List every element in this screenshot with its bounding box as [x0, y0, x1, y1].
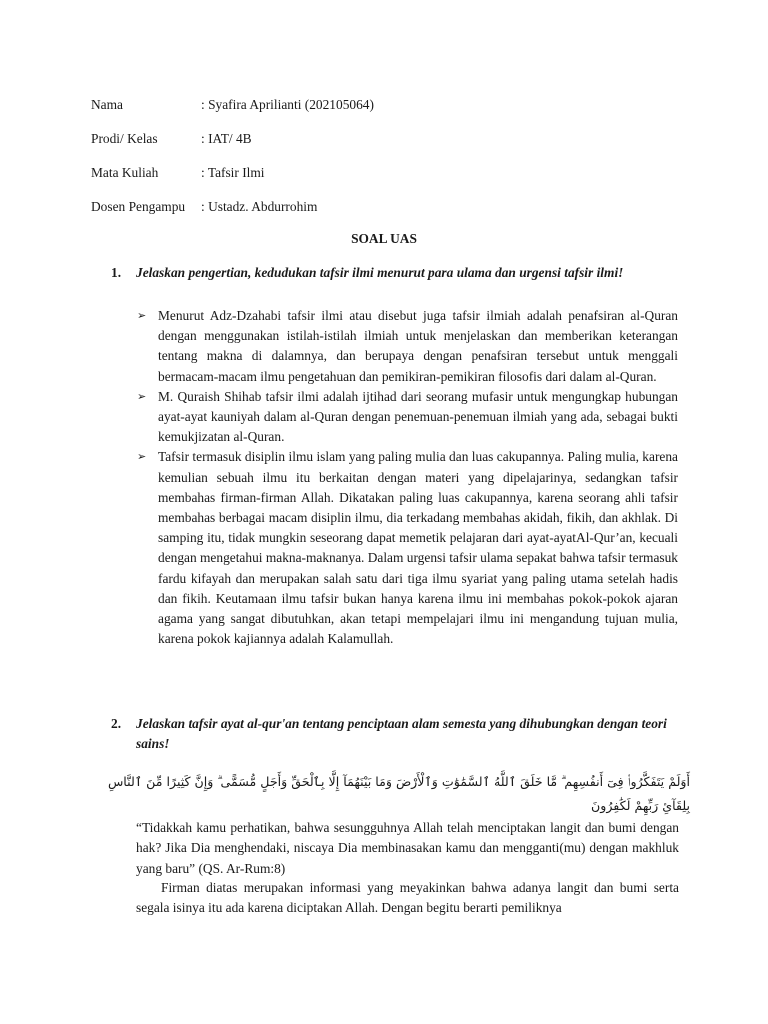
info-row-mata-kuliah: [91, 164, 691, 198]
answer-text: Menurut Adz-Dzahabi tafsir ilmi atau disebut juga tafsir ilmiah adalah penafsiran al-Quran dengan menggunakan istilah-istilah ilmiah untuk menjelaskan dan memberikan keterangan tentang makna di dalamnya, dan berupaya dengan penafsiran tersebut untuk menggali bermacam-macam ilmu pengetahuan dan pemikiran-pemikiran filosofis dari dalam al-Quran.: [158, 308, 678, 384]
info-label: Nama: [91, 97, 123, 112]
explanation-paragraph: Firman diatas merupakan informasi yang meyakinkan bahwa adanya langit dan bumi serta segala isinya itu ada karena diciptakan Allah. Dengan begitu berarti pemiliknya: [136, 880, 679, 916]
info-value: : Tafsir Ilmi: [201, 165, 265, 180]
arrow-bullet-icon: ➢: [137, 450, 147, 464]
quran-verse-arabic: أَوَلَمْ يَتَفَكَّرُوا۟ فِىٓ أَنفُسِهِم ۗ مَّا خَلَقَ ٱللَّهُ ٱلسَّمَٰوَٰتِ وَٱلْأَرْضَ وَمَا بَيْنَهُمَآ إِلَّا بِٱلْحَقِّ وَأَجَلٍ مُّسَمًّى ۗ وَإِنَّ كَثِيرًا مِّنَ ٱلنَّاسِ بِلِقَآئِ رَبِّهِمْ لَكَٰفِرُونَ: [107, 774, 690, 813]
info-row-nama: [91, 96, 691, 130]
info-label: Mata Kuliah: [91, 165, 159, 180]
question-text: Jelaskan pengertian, kedudukan tafsir ilmi menurut para ulama dan urgensi tafsir ilmi!: [136, 265, 624, 280]
question-1: [111, 263, 681, 283]
answer-item: [137, 387, 678, 448]
info-row-dosen: [91, 198, 691, 232]
answer-text: M. Quraish Shihab tafsir ilmi adalah ijtihad dari seorang mufasir untuk mengungkap hubungan ayat-ayat kauniyah dalam al-Quran dengan penemuan-penemuan ilmiah yang ada, sebagai bukti kemukjizatan al-Quran.: [158, 388, 678, 445]
answer-item: [137, 306, 678, 387]
question-2: [111, 714, 681, 754]
page-heading: SOAL UAS: [351, 231, 417, 246]
info-label: Prodi/ Kelas: [91, 131, 158, 146]
info-value: : Syafira Aprilianti (202105064): [201, 97, 374, 112]
answer-item: [137, 447, 678, 649]
info-label: Dosen Pengampu: [91, 199, 186, 214]
arrow-bullet-icon: ➢: [137, 309, 147, 322]
arrow-bullet-icon: ➢: [137, 389, 147, 403]
question-text: Jelaskan tafsir ayat al-qur'an tentang penciptaan alam semesta yang dihubungkan dengan teori sains!: [136, 716, 667, 751]
question-number: 2.: [111, 716, 122, 731]
student-info: [91, 96, 691, 232]
info-row-prodi: [91, 130, 691, 164]
answer-list: [137, 306, 678, 649]
info-value: : IAT/ 4B: [201, 131, 252, 146]
question-number: 1.: [111, 265, 122, 280]
answer-text: Tafsir termasuk disiplin ilmu islam yang paling mulia dan luas cakupannya. Paling mulia, karena kemulian sebuah ilmu itu berkaitan dengan materi yang dipelajarinya, sedangkan tafsir membahas firman-firman Allah. Dikatakan paling luas cakupannya, karena seorang ahli tafsir membahas berbagai macam disiplin ilmu, dia terkadang membahas akidah, fikih, dan akhlak. Di samping itu, tidak mungkin seseorang dapat memetik pelajaran dari ayat-ayatAl-Qur’an, kecuali dengan mengetahui makna-maknanya. Dalam urgensi tafsir ulama sepakat bahwa tafsir termasuk fardu kifayah dan merupakan salah satu dari tiga ilmu syariat yang paling utama setelah hadis dan fikih. Keutamaan ilmu tafsir bukan hanya karena ilmu ini membahas pokok-pokok ajaran agama yang sangat dibutuhkan, akan tetapi mempelajari ilmu ini mengandung tujuan mulia, karena pokok kajiannya adalah Kalamullah.: [158, 449, 678, 647]
verse-translation: “Tidakkah kamu perhatikan, bahwa sesungguhnya Allah telah menciptakan langit dan bumi dengan hak? Jika Dia menghendaki, niscaya Dia membinasakan kamu dan mengganti(mu) dengan makhluk yang baru” (QS. Ar-Rum:8): [136, 820, 679, 876]
info-value: : Ustadz. Abdurrohim: [201, 199, 318, 214]
